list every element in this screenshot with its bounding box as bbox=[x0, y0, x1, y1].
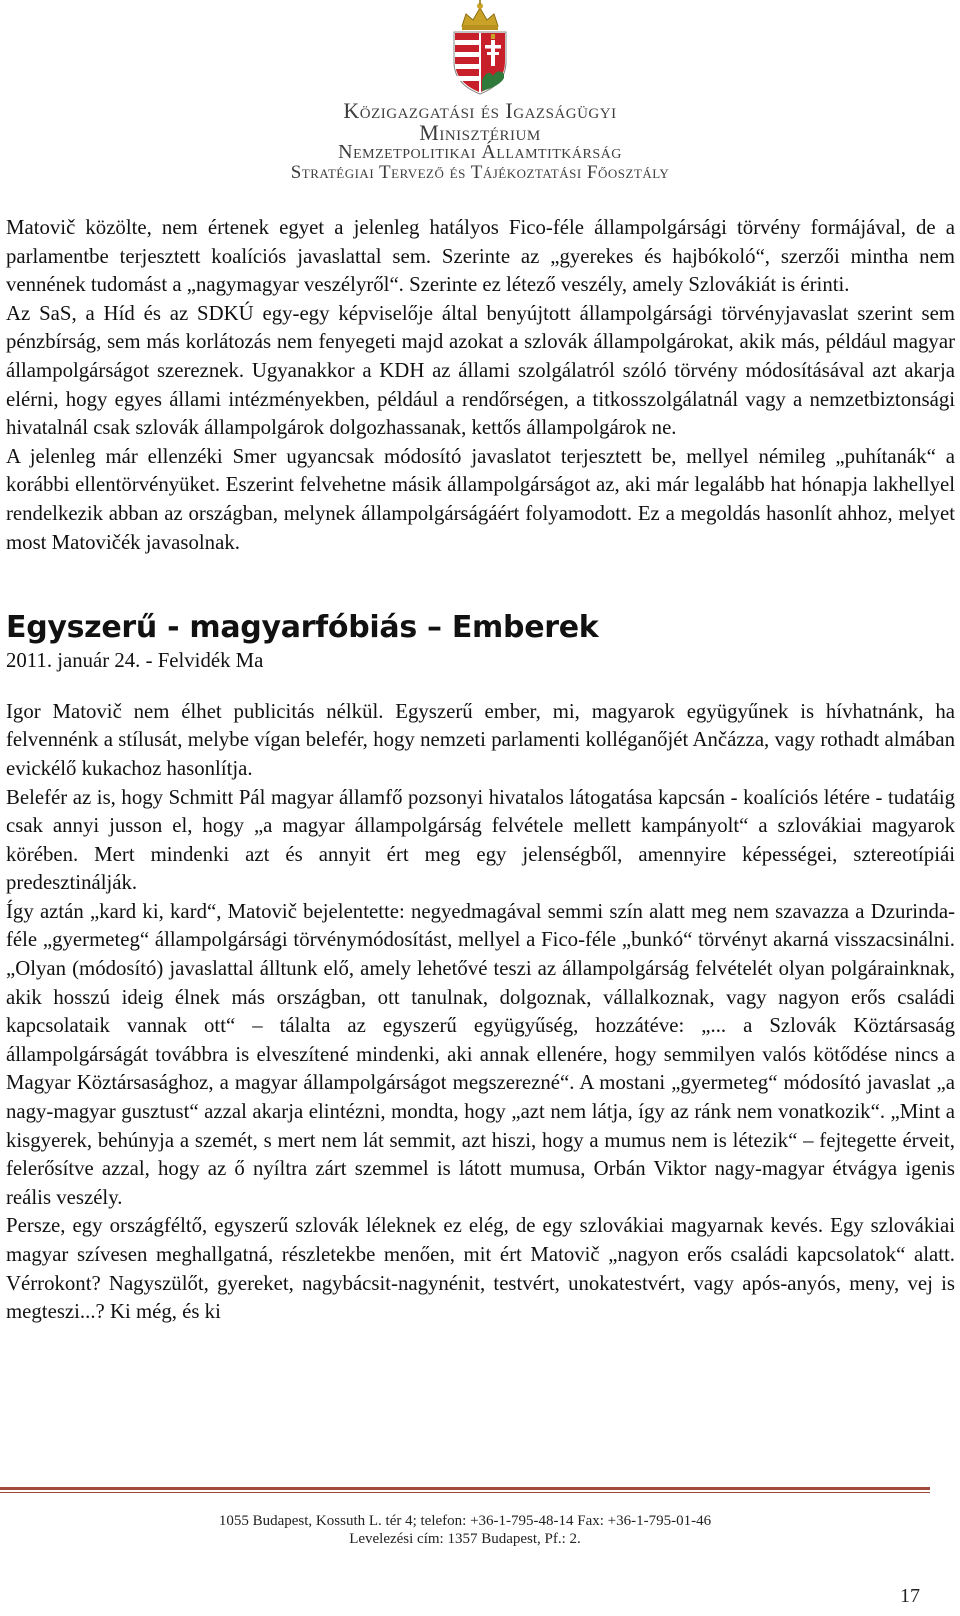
ministry-name-line1: Közigazgatási és Igazságügyi bbox=[343, 98, 617, 123]
paragraph: Így aztán „kard ki, kard“, Matovič bejelentette: negyedmagával semmi szín alatt meg nem szavazza a Dzurinda-féle „gyermeteg“ állampolgársági törvénymódosítást, mellyel a Fico-féle „bunkó“ törvényt akarná visszacsinálni. „Olyan (módosító) javaslattal álltunk elő, amely lehetővé teszi az állampolgárság felvételét olyan polgárainknak, akik hosszú ideig élnek más országban, ott tanulnak, dolgoznak, vállalkoznak, vagy nagyon erős családi kapcsolataik vannak ott“ – tálalta az egyszerű együgyűség, hozzátéve: „... a Szlovák Köztársaság állampolgárságát továbbra is elveszítené mindenki, aki annak ellenére, hogy semmilyen valós kötődése nincs a Magyar Köztársasághoz, a magyar állampolgárságot megszerezné“. A mostani „gyermeteg“ módosító javaslat „a nagy-magyar gusztust“ azzal akarja elintézni, mondta, hogy „azt nem látja, így az ránk nem vonatkozik“. „Mint a kisgyerek, behúnyja a szemét, s mert nem lát semmit, azt hiszi, hogy a mumus nem is létezik“ – fejtegette érveit, felerősítve azzal, hogy az ő nyíltra zárt szemmel is látott mumusa, Orbán Viktor nagy-magyar étvágya igenis reális veszély. bbox=[6, 899, 955, 1209]
paragraph: Persze, egy országféltő, egyszerű szlovák léleknek ez elég, de egy szlovákiai magyarnak kevés. Egy szlovákiai magyar szívesen meghallgatná, részletekbe menően, mit ért Matovič „nagyon erős családi kapcsolatok“ alatt. Vérrokont? Nagyszülőt, gyereket, nagybácsit-nagynénit, testvért, unokatestvért, vagy após-anyós, meny, vej is megteszi...? Ki még, és ki bbox=[6, 1214, 955, 1324]
hungarian-coat-of-arms-icon bbox=[440, 0, 520, 96]
document-body bbox=[6, 214, 955, 1327]
paragraph: Igor Matovič nem élhet publicitás nélkül. Egyszerű ember, mi, magyarok együgyűnek is hívhatnánk, ha felvennénk a stílusát, melybe vígan belefér, hogy nemzeti parlamenti kolléganőjét Ančázza, vagy rothadt almában evickélő kukachoz hasonlítja. bbox=[6, 699, 955, 780]
paragraph: A jelenleg már ellenzéki Smer ugyancsak módosító javaslatot terjesztett be, mellyel némileg „puhítanák“ a korábbi ellentörvényüket. Eszerint felvehetne másik állampolgárságot az, aki már legalább hat hónapja lakhellyel rendelkezik abban az országban, melynek állampolgárságáért folyamodott. Ez a megoldás hasonlít ahhoz, melyet most Matovičék javasolnak. bbox=[6, 444, 955, 554]
article-title: Egyszerű - magyarfóbiás – Emberek bbox=[6, 610, 599, 646]
paragraph: Belefér az is, hogy Schmitt Pál magyar államfő pozsonyi hivatalos látogatása kapcsán - koalíciós létére - tudatáig csak annyi jusson el, hogy „a magyar állampolgárság felvétele mellett kampányolt“ a szlovákiai magyarok körében. Mert mindenki azt és annyit ért meg egy jelenségből, amennyire képességei, sztereotípiái predesztinálják. bbox=[6, 785, 955, 895]
letterhead bbox=[0, 0, 960, 190]
footer-divider bbox=[0, 1487, 930, 1490]
footer-divider-thin bbox=[0, 1492, 930, 1493]
ministry-name-line2: Minisztérium bbox=[419, 120, 541, 145]
page-number: 17 bbox=[900, 1585, 920, 1607]
state-secretariat-name: Nemzetpolitikai Államtitkárság bbox=[338, 141, 622, 163]
department-name: Stratégiai Tervező és Tájékoztatási Főosztály bbox=[290, 162, 670, 183]
paragraph: Az SaS, a Híd és az SDKÚ egy-egy képviselője által benyújtott állampolgársági törvényjavaslat szerint sem pénzbírság, sem más korlátozás nem fenyegeti majd azokat a szlovák állampolgárokat, akik más, például magyar állampolgárságot szereznek. Ugyanakkor a KDH az állami szolgálatról szóló törvény módosításával azt akarja elérni, hogy egyes állami intézményekben, például a rendőrségen, a titkosszolgálatnál vagy a nemzetbiztonsági hivatalnál csak szlovák állampolgárok dolgozhassanak, kettős állampolgárok ne. bbox=[6, 301, 955, 440]
paragraph: Matovič közölte, nem értenek egyet a jelenleg hatályos Fico-féle állampolgársági törvény formájával, de a parlamentbe terjesztett koalíciós javaslattal sem. Szerinte az „gyerekes és hajbókoló“, szerzői mintha nem vennének tudomást a „nagymagyar veszélyről“. Szerinte ez létező veszély, amely Szlovákiát is érinti. bbox=[6, 216, 955, 297]
footer-mailing-address: Levelezési cím: 1357 Budapest, Pf.: 2. bbox=[349, 1531, 581, 1547]
article-date-source: 2011. január 24. - Felvidék Ma bbox=[6, 649, 264, 673]
footer-address: 1055 Budapest, Kossuth L. tér 4; telefon: +36-1-795-48-14 Fax: +36-1-795-01-46 bbox=[218, 1513, 712, 1529]
